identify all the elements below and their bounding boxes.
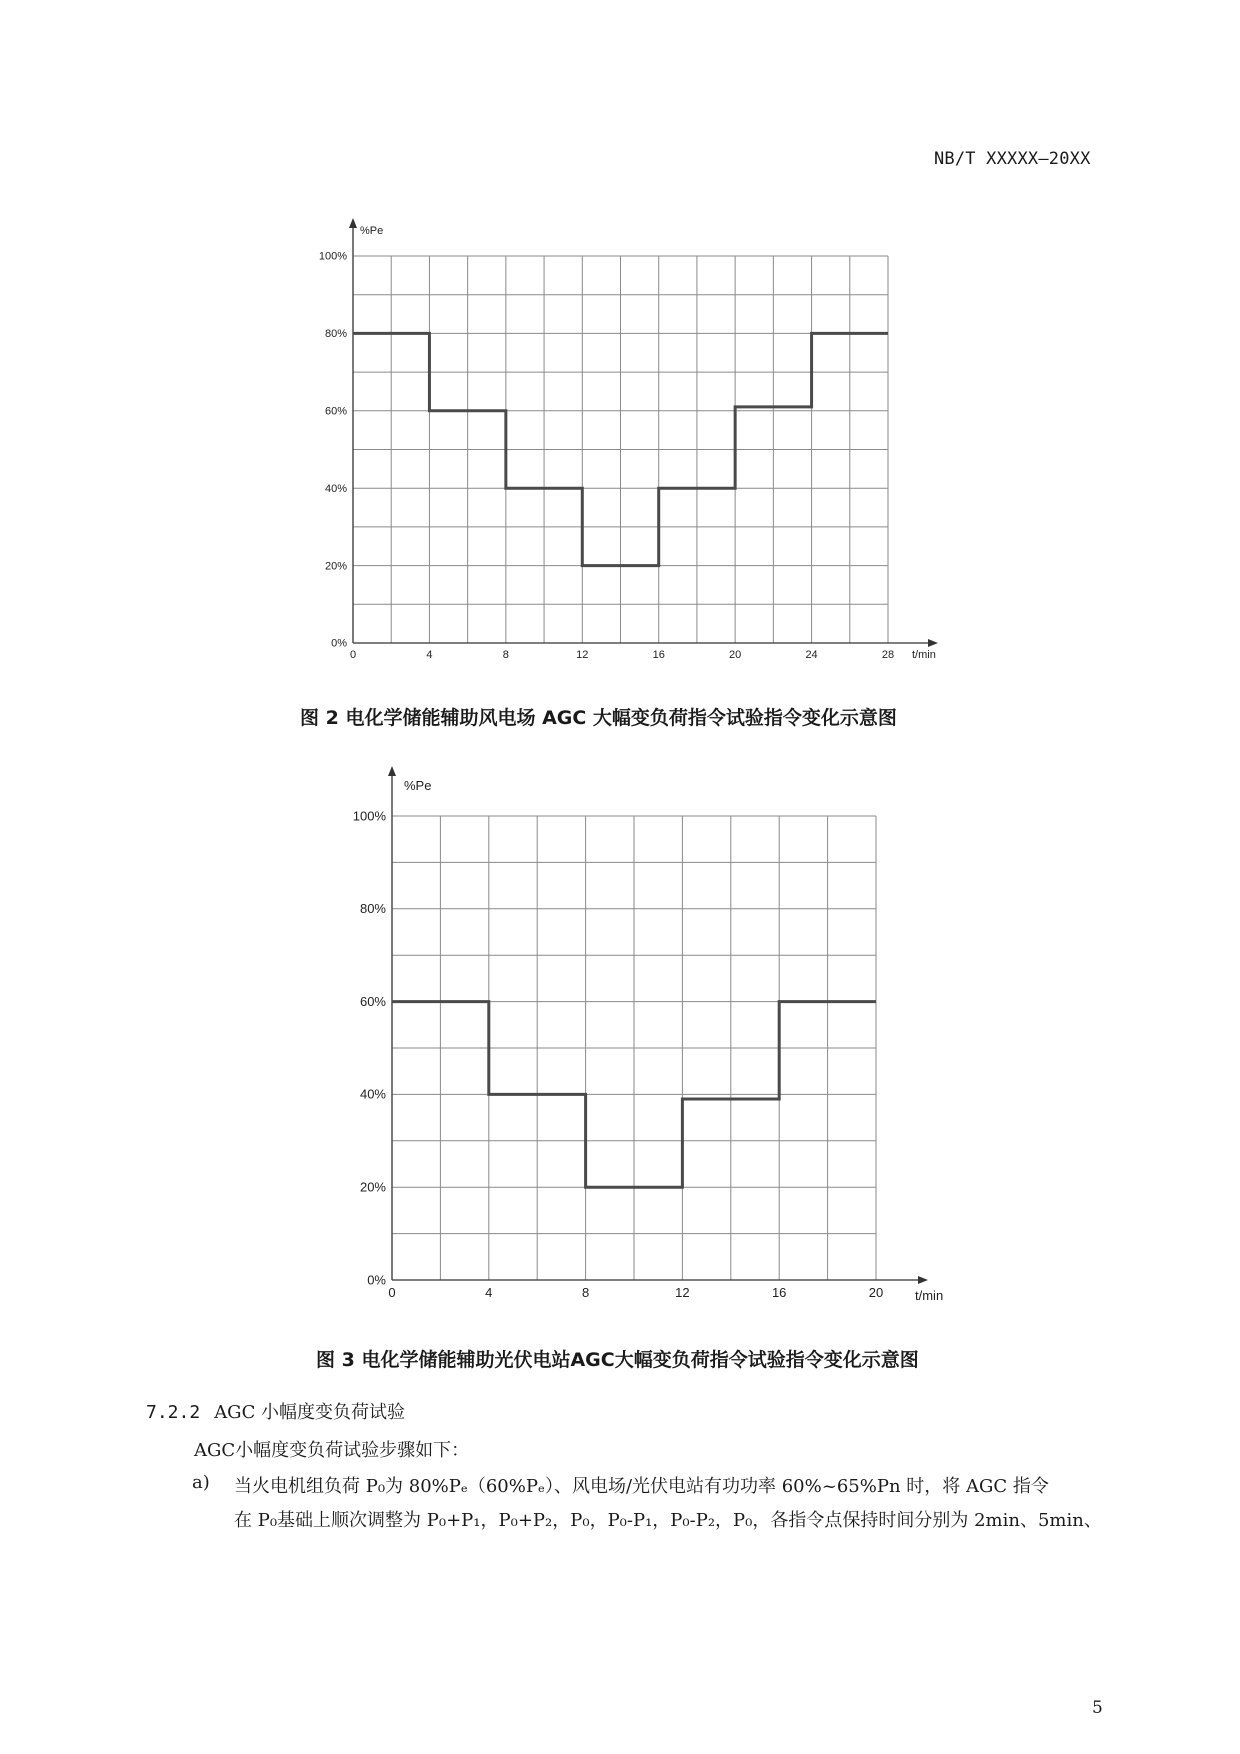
y-tick-label: 20% [359, 1179, 386, 1195]
x-tick-label: 12 [576, 649, 589, 661]
x-tick-label: 8 [581, 1285, 590, 1300]
y-tick-label: 60% [324, 405, 347, 418]
section-title: AGC 小幅度变负荷试验 [214, 1402, 406, 1423]
y-tick-label: 0% [367, 1272, 386, 1288]
x-tick-label: 0 [388, 1285, 396, 1300]
x-tick-label: 16 [652, 649, 665, 661]
x-tick-label: 16 [771, 1285, 787, 1300]
y-tick-label: 40% [324, 482, 347, 495]
section-number: 7.2.2 [146, 1402, 201, 1423]
figure-caption: 图 3 电化学储能辅助光伏电站AGC大幅变负荷指令试验指令变化示意图 [316, 1349, 919, 1371]
y-axis-label: %Pe [360, 225, 384, 237]
chart-grid [353, 256, 888, 643]
list-item-label: a) [192, 1472, 210, 1493]
x-tick-label: 4 [485, 1285, 493, 1300]
list-item-text-line2: 在 P₀基础上顺次调整为 P₀+P₁，P₀+P₂，P₀，P₀-P₁，P₀-P₂，P₀，各指令点保持时间分别为 2min、5min、 [234, 1510, 1102, 1531]
y-tick-label: 20% [324, 560, 347, 573]
chart-axes [388, 766, 928, 1284]
x-axis-label: t/min [915, 1288, 944, 1303]
y-tick-label: 80% [324, 328, 347, 341]
y-tick-label: 40% [359, 1086, 386, 1102]
x-tick-label: 8 [502, 649, 509, 661]
y-tick-label: 100% [318, 250, 347, 263]
y-axis-label: %Pe [404, 778, 432, 793]
y-tick-label: 0% [331, 637, 347, 650]
chart-fig3 [340, 760, 980, 1320]
chart-grid [392, 816, 876, 1280]
x-tick-label: 4 [426, 649, 433, 661]
x-tick-label: 0 [349, 649, 357, 661]
figure-caption: 图 2 电化学储能辅助风电场 AGC 大幅变负荷指令试验指令变化示意图 [300, 707, 897, 729]
x-tick-label: 20 [868, 1285, 884, 1300]
x-axis-label: t/min [912, 649, 936, 661]
page-number: 5 [1092, 1698, 1103, 1718]
chart-fig2 [300, 210, 980, 680]
y-tick-label: 80% [359, 901, 386, 917]
intro-paragraph: AGC小幅度变负荷试验步骤如下： [194, 1440, 470, 1461]
y-tick-label: 100% [352, 808, 386, 824]
y-tick-label: 60% [359, 993, 386, 1009]
list-item-text-line1: 当火电机组负荷 P₀为 80%Pₑ（60%Pₑ）、风电场/光伏电站有功功率 60%~65%Pn 时，将 AGC 指令 [234, 1476, 1049, 1497]
x-tick-label: 12 [675, 1285, 690, 1300]
document-code: NB/T XXXXX—20XX [934, 149, 1091, 169]
section-heading [146, 1398, 405, 1424]
x-tick-label: 20 [729, 649, 742, 661]
x-tick-label: 24 [805, 649, 818, 661]
x-tick-label: 28 [881, 649, 895, 661]
